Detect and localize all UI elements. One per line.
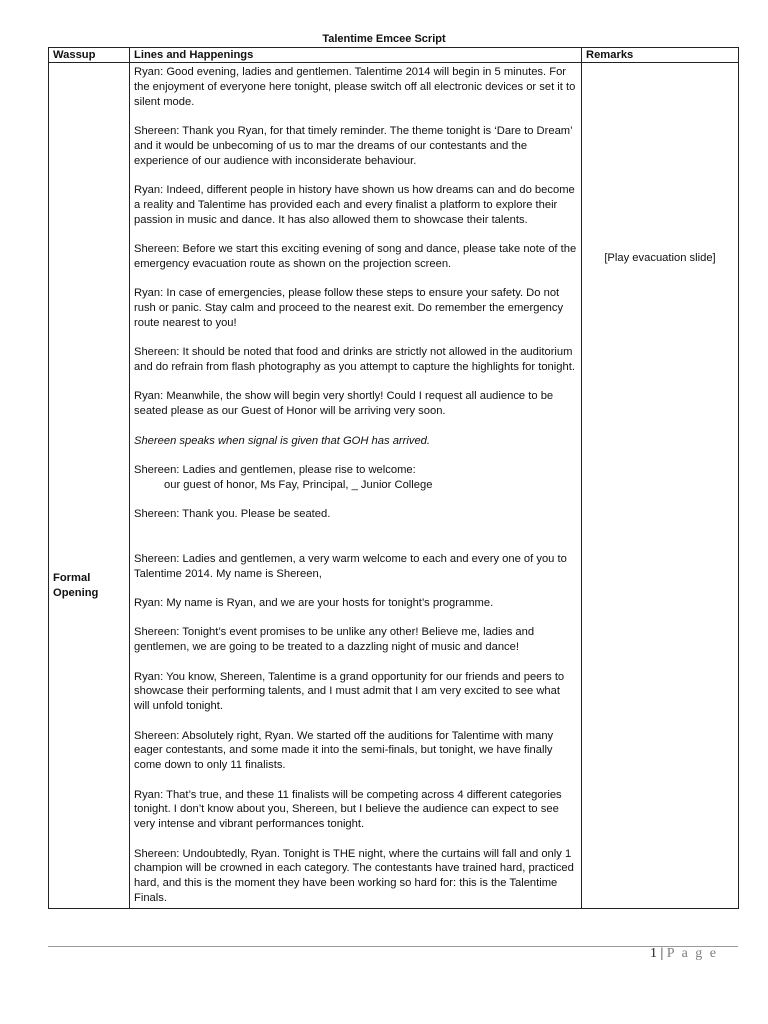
- page-number-separator: |: [656, 946, 667, 961]
- table-header-row: [49, 48, 739, 63]
- script-line: [134, 463, 577, 493]
- script-line: Shereen: Thank you Ryan, for that timely reminder. The theme tonight is ‘Dare to Dream’ and it would be unbecoming of us to mar the dreams of our contestants and the experience of our audience with inconsiderate behaviour.: [134, 124, 573, 167]
- welcome-line: Shereen: Ladies and gentlemen, please rise to welcome:: [134, 463, 416, 476]
- script-line: Ryan: My name is Ryan, and we are your hosts for tonight’s programme.: [134, 597, 494, 610]
- stage-direction: Shereen speaks when signal is given that GOH has arrived.: [134, 434, 431, 447]
- lines-cell: [130, 63, 582, 909]
- script-line: Shereen: Thank you. Please be seated.: [134, 508, 331, 521]
- script-line: Ryan: In case of emergencies, please follow these steps to ensure your safety. Do not rush or panic. Stay calm and proceed to the nearest exit. Do remember the emergency route nearest to you!: [134, 287, 564, 329]
- script-line: Shereen: Ladies and gentlemen, a very warm welcome to each and every one of you to Talentime 2014. My name is Shereen,: [134, 552, 567, 580]
- script-line: Shereen: Tonight’s event promises to be unlike any other! Believe me, ladies and gentlemen, we are going to be treated to a dazzling night of music and dance!: [134, 626, 535, 654]
- script-line: Shereen: Absolutely right, Ryan. We started off the auditions for Talentime with many eager contestants, and some made it into the semi-finals, but tonight, we have finally come down to only 11 finalists.: [134, 729, 554, 772]
- page-word: P a g e: [666, 946, 718, 961]
- table-row: [49, 63, 739, 909]
- script-line: Shereen: Undoubtedly, Ryan. Tonight is THE night, where the curtains will fall and only 1 champion will be crowned in each category. The contestants have trained hard, practiced hard, and this is the moment they have been working so hard for: this is the Talentime Finals.: [134, 847, 574, 904]
- script-line: Ryan: Indeed, different people in history have shown us how dreams can and do become a reality and Talentime has provided each and every finalist a platform to explore their passion in music and dance. It has also allowed them to showcase their talents.: [134, 183, 575, 226]
- footer-divider: [48, 946, 738, 947]
- page-number-value: 1: [649, 946, 657, 961]
- script-line: Shereen: Before we start this exciting evening of song and dance, please take note of the emergency evacuation route as shown on the projection screen.: [134, 242, 577, 270]
- remark-evacuation-slide: [Play evacuation slide]: [604, 252, 716, 264]
- script-line: Shereen: It should be noted that food and drinks are strictly not allowed in the auditorium and do refrain from flash photography as you attempt to capture the highlights for tonight.: [134, 346, 575, 373]
- page-number: [650, 946, 718, 962]
- script-line: Ryan: That’s true, and these 11 finalists will be competing across 4 different categories tonight. I don’t know about you, Shereen, but I believe the audience can expect to see very intense and vibrant performances tonight.: [134, 788, 562, 831]
- document-title: Talentime Emcee Script: [322, 33, 446, 45]
- emcee-script-table: [48, 47, 739, 909]
- header-remarks: Remarks: [582, 48, 739, 63]
- script-line: Ryan: You know, Shereen, Talentime is a grand opportunity for our friends and peers to showcase their performing talents, and I must admit that I am very excited to see what will unfold tonight.: [134, 670, 565, 713]
- header-wassup: Wassup: [49, 48, 130, 63]
- script-line: Ryan: Meanwhile, the show will begin very shortly! Could I request all audience to be seated please as our Guest of Honor will be arriving very soon.: [134, 390, 554, 418]
- remarks-cell: [582, 63, 739, 909]
- guest-of-honor-line: our guest of honor, Ms Fay, Principal, _ Junior College: [164, 478, 433, 491]
- section-label-formal-opening: Formal Opening: [53, 572, 99, 599]
- script-line: Ryan: Good evening, ladies and gentlemen. Talentime 2014 will begin in 5 minutes. For the enjoyment of everyone here tonight, please switch off all electronic devices or set it to silent mode.: [134, 66, 576, 108]
- header-lines: Lines and Happenings: [130, 48, 582, 63]
- wassup-cell: [49, 63, 130, 909]
